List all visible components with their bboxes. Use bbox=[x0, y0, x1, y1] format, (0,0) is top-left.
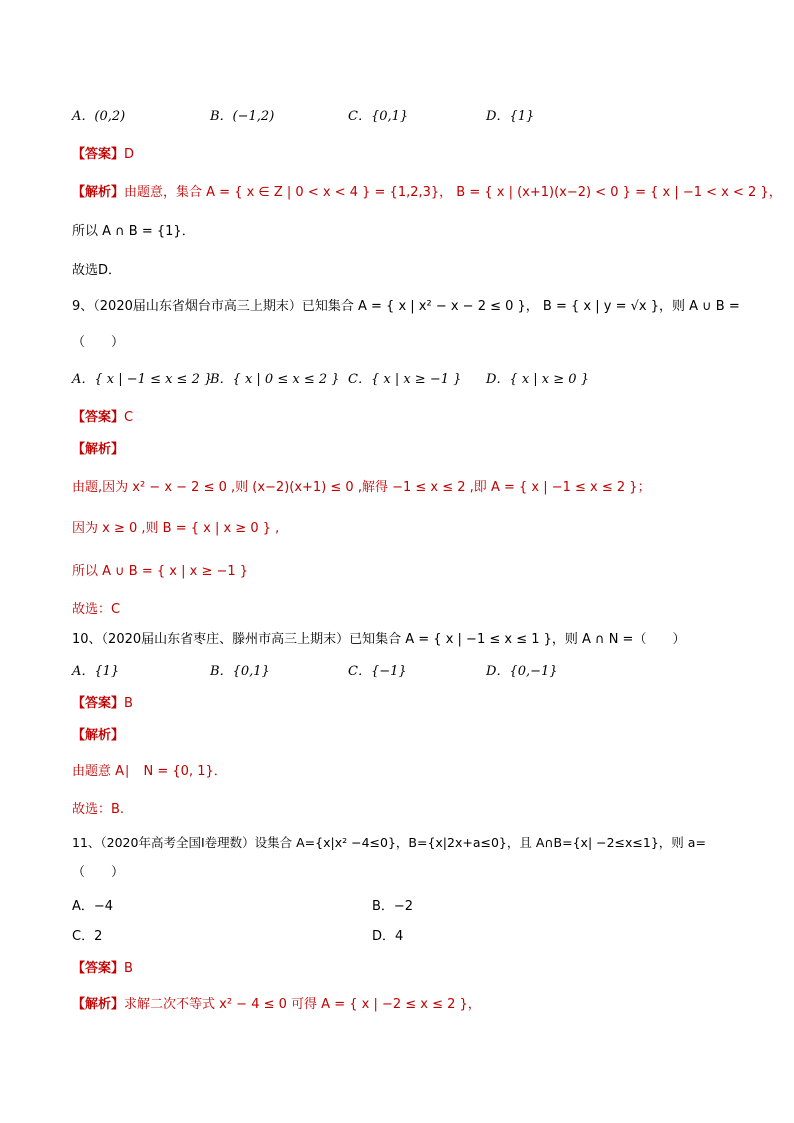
q8-option-a: A．(0,2) bbox=[72, 109, 126, 124]
q9-option-c: C．{ x | x ≥ −1 } bbox=[348, 372, 462, 387]
answer-tag: 【答案】 bbox=[72, 147, 125, 162]
answer-tag: 【答案】 bbox=[72, 961, 125, 976]
q11-option-a: A．−4 bbox=[72, 899, 114, 914]
q11-analysis-1 bbox=[72, 996, 481, 1014]
q10-conclusion: 故选：B. bbox=[72, 802, 125, 817]
q9-stem: 9、（2020届山东省烟台市高三上期末）已知集合 A = { x | x² − x − 2 ≤ 0 }， B = { x | y = √x }，则 A ∪ B = bbox=[72, 299, 740, 314]
q9-analysis-3: 所以 A ∪ B = { x | x ≥ −1 } bbox=[72, 564, 249, 579]
q10-analysis-tag bbox=[72, 727, 124, 745]
q11-answer bbox=[72, 960, 133, 978]
q8-analysis-2: 所以 A ∩ B = {1}． bbox=[72, 224, 195, 239]
answer-value: B bbox=[124, 696, 133, 711]
q8-answer bbox=[72, 146, 134, 164]
q11-option-c: C．2 bbox=[72, 929, 103, 944]
answer-value: B bbox=[124, 961, 133, 976]
analysis-tag: 【解析】 bbox=[72, 185, 125, 200]
answer-value: C bbox=[124, 410, 134, 425]
analysis-text: 求解二次不等式 x² − 4 ≤ 0 可得 A = { x | −2 ≤ x ≤ 2 }， bbox=[124, 997, 481, 1012]
q9-option-b: B．{ x | 0 ≤ x ≤ 2 } bbox=[210, 372, 340, 387]
q10-stem: 10、（2020届山东省枣庄、滕州市高三上期末）已知集合 A = { x | −1 ≤ x ≤ 1 }，则 A ∩ N =（ ） bbox=[72, 632, 686, 647]
analysis-tag: 【解析】 bbox=[72, 728, 125, 743]
answer-value: D bbox=[124, 147, 135, 162]
q10-analysis-1: 由题意 A∣ N = {0, 1}． bbox=[72, 764, 227, 779]
q9-answer bbox=[72, 409, 133, 427]
q8-analysis-1 bbox=[72, 184, 782, 202]
analysis-tag: 【解析】 bbox=[72, 997, 125, 1012]
q11-stem: 11、（2020年高考全国Ⅰ卷理数）设集合 A={x|x² −4≤0}，B={x|2x+a≤0}，且 A∩B={x| −2≤x≤1}，则 a= bbox=[72, 835, 706, 850]
answer-tag: 【答案】 bbox=[72, 410, 125, 425]
q10-answer bbox=[72, 695, 133, 713]
q9-paren: （ ） bbox=[72, 335, 125, 350]
analysis-tag: 【解析】 bbox=[72, 442, 125, 457]
q9-analysis-tag bbox=[72, 441, 124, 459]
q10-option-c: C．{−1} bbox=[348, 664, 407, 679]
q10-option-a: A．{1} bbox=[72, 664, 120, 679]
q8-option-c: C．{0,1} bbox=[348, 109, 409, 124]
q10-option-d: D．{0,−1} bbox=[486, 664, 558, 679]
q9-option-d: D．{ x | x ≥ 0 } bbox=[486, 372, 589, 387]
q9-conclusion: 故选：C bbox=[72, 602, 121, 617]
q9-option-a: A．{ x | −1 ≤ x ≤ 2 } bbox=[72, 372, 213, 387]
q8-option-d: D．{1} bbox=[486, 109, 535, 124]
q9-analysis-1: 由题,因为 x² − x − 2 ≤ 0 ,则 (x−2)(x+1) ≤ 0 ,解得 −1 ≤ x ≤ 2 ,即 A = { x | −1 ≤ x ≤ 2 }； bbox=[72, 480, 651, 495]
q8-conclusion: 故选D． bbox=[72, 263, 122, 278]
q11-paren: （ ） bbox=[72, 865, 125, 880]
q11-option-d: D．4 bbox=[372, 929, 404, 944]
q8-option-b: B．(−1,2) bbox=[210, 109, 275, 124]
q10-option-b: B．{0,1} bbox=[210, 664, 270, 679]
q11-option-b: B．−2 bbox=[372, 899, 414, 914]
analysis-text: 由题意，集合 A = { x ∈ Z | 0 < x < 4 } = {1,2,3}， B = { x | (x+1)(x−2) < 0 } = { x | −1 < x < 2 }， bbox=[124, 185, 782, 200]
q9-analysis-2: 因为 x ≥ 0 ,则 B = { x | x ≥ 0 } , bbox=[72, 521, 280, 536]
answer-tag: 【答案】 bbox=[72, 696, 125, 711]
